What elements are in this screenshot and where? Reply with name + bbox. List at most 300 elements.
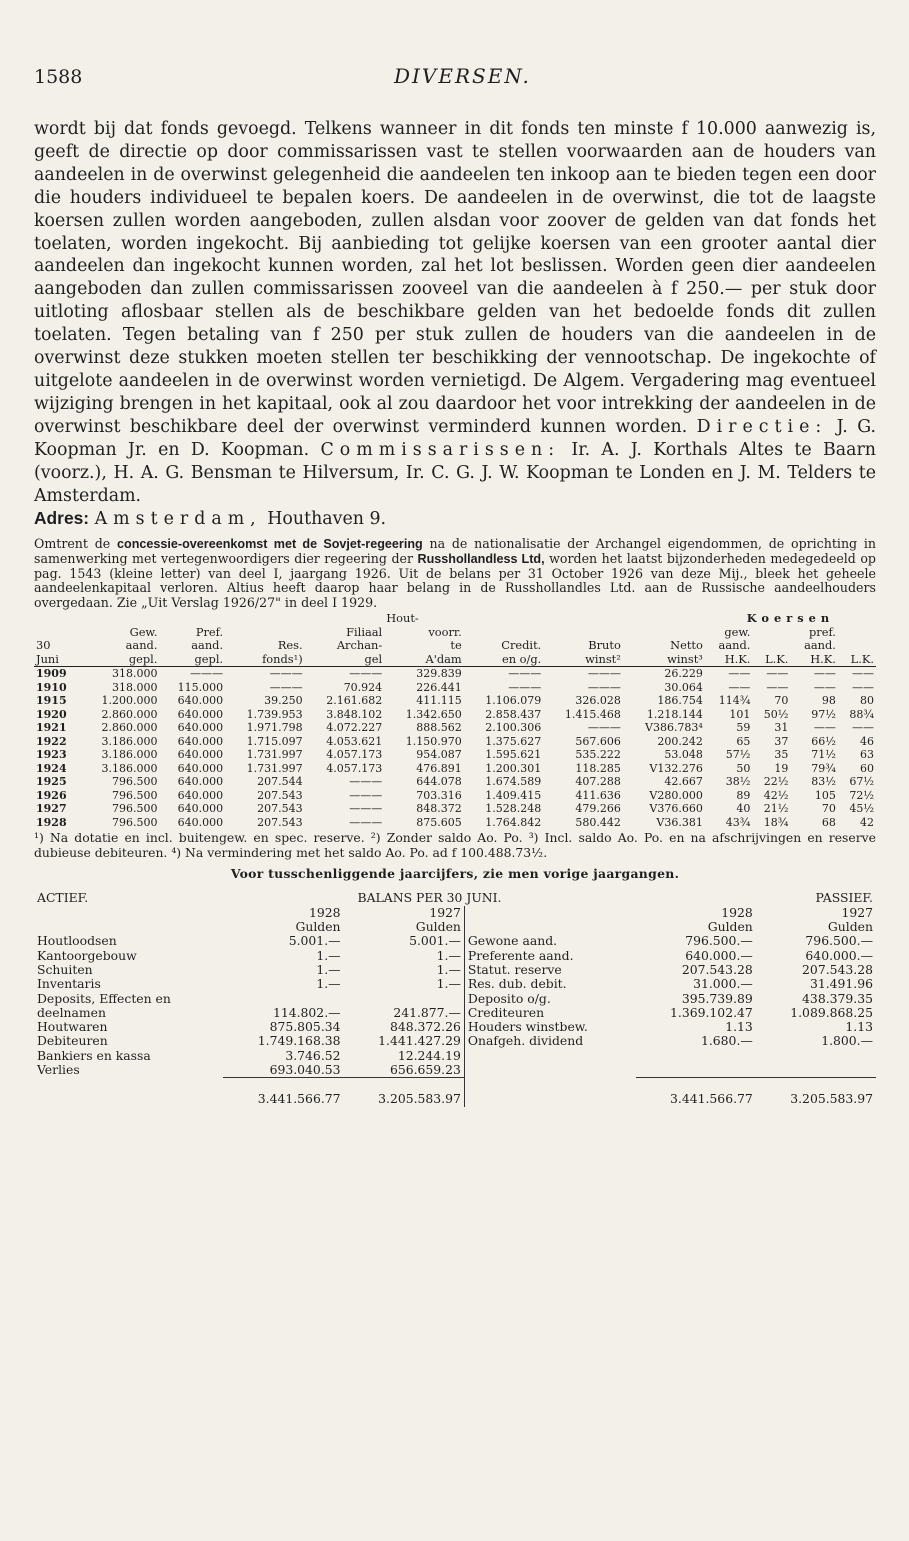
value-cell: 954.087 [416, 748, 462, 762]
actief-item-label: Debiteuren [37, 1033, 108, 1049]
directie-label: Directie: [696, 416, 828, 437]
value-cell: 318.000 [111, 667, 158, 681]
table-row [34, 802, 876, 816]
value-cell: 318.000 [111, 680, 158, 694]
passief-item-1928: 395.739.89 [681, 990, 753, 1006]
value-cell: 1.150.970 [405, 734, 462, 748]
fin-header-cell: Gew. [129, 624, 158, 639]
value-cell: 2.860.000 [101, 721, 158, 735]
passief-item-label: Onafgeh. dividend [464, 1034, 635, 1048]
value-cell: ——— [587, 667, 621, 681]
value-cell: 114¾ [718, 694, 751, 708]
balance-title-row [34, 891, 876, 905]
notice-bold-1: concessie-overeenkomst met de Sovjet-regeering [117, 537, 423, 552]
actief-total-1928: 3.441.566.77 [223, 1078, 343, 1107]
table-row [34, 816, 876, 830]
fin-header-cell: H.K. [705, 653, 753, 667]
fin-header-cell [80, 612, 160, 626]
balance-title: BALANS PER 30 JUNI. [357, 890, 502, 906]
passief-item-label: Deposito o/g. [464, 992, 635, 1006]
spacer [636, 1049, 756, 1063]
fin-header-cell [159, 612, 225, 626]
value-cell: 1.375.627 [485, 734, 542, 748]
fin-header-cell [752, 639, 790, 653]
spacer [464, 1078, 635, 1107]
fin-header-cell: voorr. [428, 624, 462, 639]
actief-item-label: Schuiten [37, 961, 93, 977]
notice-bold-2: Russhollandless Ltd, [417, 551, 545, 566]
balance-row [34, 1063, 876, 1078]
value-cell: 796.500 [111, 775, 158, 789]
value-cell: 118.285 [575, 761, 621, 775]
actief-item-1927: 12.244.19 [397, 1047, 461, 1063]
value-cell: ——— [508, 680, 542, 694]
actief-item-label: Houtloodsen [37, 933, 117, 949]
value-cell: 644.078 [416, 775, 462, 789]
value-cell: 535.222 [575, 748, 621, 762]
table-row [34, 681, 876, 695]
value-cell: ——— [587, 680, 621, 694]
value-cell: 186.754 [657, 694, 703, 708]
value-cell: 4.057.173 [326, 748, 383, 762]
value-cell: 31 [774, 721, 789, 735]
adres-label: Adres: [34, 508, 90, 529]
value-cell: 329.839 [416, 667, 462, 681]
actief-item-1928: 1.— [316, 961, 341, 977]
fin-header-row [34, 626, 876, 640]
fin-header-cell: te [450, 638, 462, 653]
value-cell: 71½ [811, 748, 836, 762]
value-cell: 640.000 [177, 694, 224, 708]
value-cell: 796.500 [111, 815, 158, 829]
fin-header-row [34, 639, 876, 653]
value-cell: 1.409.415 [485, 788, 542, 802]
value-cell: 1.971.798 [246, 721, 303, 735]
spacer [636, 1063, 756, 1078]
spacer [464, 920, 635, 934]
table-row [34, 694, 876, 708]
fin-header-cell: Netto [670, 638, 703, 653]
value-cell: —— [852, 680, 874, 694]
value-cell: V376.660 [649, 802, 703, 816]
value-cell: 1.764.842 [485, 815, 542, 829]
value-cell: —— [813, 721, 836, 735]
actief-total-1927: 3.205.583.97 [344, 1078, 465, 1107]
balance-row [34, 1049, 876, 1063]
fin-header-cell [305, 612, 385, 626]
body-text [34, 118, 876, 531]
value-cell: ——— [349, 815, 383, 829]
actief-item-1928: 3.746.52 [285, 1047, 341, 1063]
actief-item-1927: 1.— [436, 976, 461, 992]
value-cell: 411.636 [575, 788, 621, 802]
value-cell: —— [852, 721, 874, 735]
value-cell: —— [813, 680, 836, 694]
passief-item-1927: 640.000.— [805, 947, 873, 963]
actief-item-1928: 1.— [316, 976, 341, 992]
value-cell: 30.064 [664, 680, 703, 694]
value-cell: 640.000 [177, 788, 224, 802]
value-cell: 640.000 [177, 815, 224, 829]
actief-item-label: Houtwaren [37, 1019, 108, 1035]
value-cell: —— [813, 667, 836, 681]
value-cell: 796.500 [111, 802, 158, 816]
value-cell: 115.000 [177, 680, 224, 694]
value-cell: 3.186.000 [101, 748, 158, 762]
value-cell: 70 [774, 694, 789, 708]
spacer [756, 1063, 876, 1078]
fin-header-cell [543, 612, 623, 626]
passief-item-label: Gewone aand. [464, 934, 635, 948]
commissarissen-text: Ir. A. J. Korthals Altes te Baarn (voorz.), H. A. G. Bensman te Hilversum, Ir. C. G. J. W. Koopman te Londen en J. M. Telders te Amsterdam. [34, 439, 877, 506]
passief-label: PASSIEF. [815, 890, 873, 906]
fin-header-cell: aand. [191, 638, 224, 653]
table-row [34, 721, 876, 735]
balance-row [34, 992, 876, 1006]
year-cell: 1924 [36, 761, 67, 775]
spacer [34, 906, 223, 920]
value-cell: V36.381 [656, 815, 703, 829]
value-cell: 60 [860, 761, 874, 775]
fin-header-cell [543, 626, 623, 640]
running-title: DIVERSEN. [394, 64, 531, 88]
value-cell: 46 [860, 734, 874, 748]
value-cell: 703.316 [416, 788, 462, 802]
value-cell: ——— [349, 788, 383, 802]
value-cell: 42½ [763, 788, 789, 802]
value-cell: 40 [736, 802, 751, 816]
fin-header-cell: Hout- [386, 611, 419, 626]
actief-item-1927: 848.372.26 [389, 1019, 461, 1035]
value-cell: ——— [190, 667, 224, 681]
adres-line [34, 507, 876, 531]
passief-item-1927: 31.491.96 [809, 976, 873, 992]
value-cell: 476.891 [416, 761, 462, 775]
balance-row [34, 1020, 876, 1034]
main-text: wordt bij dat fonds gevoegd. Telkens wanneer in dit fonds ten minste f 10.000 aanwezig is, geeft de directie op door commissarissen vast te stellen voorwaarden aan de houders van aandeelen in de overwinst gelegenheid die aandeelen ten inkoop aan te bieden tegen een door die houders individueel te bepalen koers. De aandeelen in de overwinst, die tot de laagste koersen zullen worden aangeboden, zullen alsdan voor zoover de gelden van dat fonds het toelaten, worden ingekocht. Bij aanbieding tot gelijke koersen van een grooter aantal dier aandeelen dan ingekocht kunnen worden, zal het lot beslissen. Worden geen dier aandeelen aangeboden dan zullen commissarissen zooveel van die aandeelen à f 250.— per stuk door uitloting aflosbaar stellen als de beschikbare gelden van het bedoelde fonds dit zullen toelaten. Tegen betaling van f 250 per stuk zullen de houders van die aandeelen in de overwinst deze stukken moeten stellen ter beschikking der vennootschap. De ingekochte of uitgelote aandeelen in de overwinst worden vernietigd. De Algem. Vergadering mag eventueel wijziging brengen in het kapitaal, ook al zou daardoor het voor intrekking der aandeelen in de overwinst beschikbare deel der overwinst verminderd kunnen worden. [34, 119, 876, 437]
value-cell: 207.543 [257, 788, 303, 802]
fin-header-cell: aand. [804, 638, 836, 653]
notice-text-1: Omtrent de [34, 536, 117, 552]
notice-text-3: worden het laatst bijzonderheden medegedeeld op pag. 1543 (kleine letter) van deel I, jaargang 1926. Uit de belans per 31 October 1926 van deze Mij., bleek het geheele aandeelenkapitaal verloren. Altius heeft daarop haar belang in de Russhollandles Ltd. aan de Russische aandeelhouders overgedaan. Zie „Uit Verslag 1926/27" in deel I 1929. [34, 550, 876, 610]
fin-header-cell: gepl. [159, 653, 225, 667]
year-1927-actief: 1927 [429, 904, 461, 920]
fin-header-cell: en o/g. [464, 653, 544, 667]
value-cell: —— [766, 667, 789, 681]
passief-item-label: Preferente aand. [464, 949, 635, 963]
value-cell: 89 [736, 788, 751, 802]
value-cell: 59 [736, 721, 751, 735]
value-cell: 42.667 [664, 775, 703, 789]
value-cell: 4.072.227 [326, 721, 383, 735]
value-cell: 2.161.682 [326, 694, 383, 708]
passief-item-1928: 207.543.28 [681, 961, 753, 977]
value-cell: 875.605 [416, 815, 462, 829]
balance-sheet [34, 891, 876, 1106]
value-cell: 1.595.621 [485, 748, 542, 762]
actief-item-1927 [344, 992, 465, 1006]
actief-item-1928 [223, 992, 343, 1006]
value-cell: 2.100.306 [485, 721, 542, 735]
table-row [34, 748, 876, 762]
passief-item-label: Crediteuren [464, 1006, 635, 1020]
actief-item-1928: 1.— [316, 947, 341, 963]
table-row [34, 762, 876, 776]
value-cell: 45½ [849, 802, 874, 816]
fin-header-cell: winst³ [623, 653, 705, 667]
table-row [34, 708, 876, 722]
value-cell: 50½ [763, 707, 789, 721]
passief-item-1927: 1.800.— [821, 1033, 873, 1049]
value-cell: 39.250 [264, 694, 303, 708]
fin-header-cell [225, 612, 305, 626]
fin-header-cell: Credit. [501, 638, 542, 653]
value-cell: ——— [349, 802, 383, 816]
value-cell: —— [728, 680, 751, 694]
passief-item-1928: 31.000.— [693, 976, 753, 992]
passief-item-1928: 1.13 [725, 1019, 753, 1035]
value-cell: ——— [269, 667, 303, 681]
value-cell: 37 [774, 734, 789, 748]
fin-header-cell [623, 626, 705, 640]
actief-item-1927: 5.001.— [409, 933, 461, 949]
fin-header-row [34, 653, 876, 667]
page-number: 1588 [34, 66, 83, 88]
value-cell: 1.731.997 [246, 761, 303, 775]
passief-item-1928: 796.500.— [685, 933, 753, 949]
value-cell: 2.858.437 [485, 707, 542, 721]
fin-header-cell: Pref. [195, 624, 224, 639]
year-cell: 1915 [36, 694, 67, 708]
actief-item-1927: 1.— [436, 961, 461, 977]
passief-total-1927: 3.205.583.97 [756, 1078, 876, 1107]
actief-item-label: Inventaris [37, 976, 101, 992]
value-cell: 640.000 [177, 721, 224, 735]
fin-header-cell [34, 612, 80, 626]
value-cell: 3.186.000 [101, 761, 158, 775]
actief-item-label: deelnamen [37, 1004, 106, 1020]
value-cell: 42 [860, 815, 874, 829]
fin-header-cell [838, 626, 876, 640]
value-cell: 18¾ [763, 815, 789, 829]
value-cell: 796.500 [111, 788, 158, 802]
value-cell: 80 [860, 694, 874, 708]
value-cell: 53.048 [664, 748, 703, 762]
passief-item-label: Res. dub. debit. [464, 977, 635, 991]
fin-header-cell [225, 626, 305, 640]
fin-header-cell: L.K. [752, 653, 790, 667]
sovjet-notice [34, 537, 876, 610]
value-cell: 207.544 [257, 775, 303, 789]
actief-item-1927: 656.659.23 [389, 1062, 461, 1078]
passief-item-1927: 1.13 [845, 1019, 873, 1035]
value-cell: 326.028 [575, 694, 621, 708]
actief-item-1928: 1.749.168.38 [257, 1033, 341, 1049]
fin-header-cell: Koersen [746, 611, 835, 626]
value-cell: 567.606 [575, 734, 621, 748]
value-cell: 580.442 [575, 815, 621, 829]
fin-header-cell [34, 626, 80, 640]
value-cell: 22½ [763, 775, 789, 789]
balance-row [34, 934, 876, 948]
value-cell: 200.242 [657, 734, 703, 748]
table-row [34, 667, 876, 681]
value-cell: 411.115 [416, 694, 462, 708]
balance-row [34, 1006, 876, 1020]
value-cell: 479.266 [575, 802, 621, 816]
fin-header-cell: gel [305, 653, 385, 667]
year-1928-passief: 1928 [721, 904, 753, 920]
value-cell: 70 [821, 802, 836, 816]
value-cell: 640.000 [177, 775, 224, 789]
value-cell: 3.186.000 [101, 734, 158, 748]
value-cell: 1.731.997 [246, 748, 303, 762]
value-cell: 50 [736, 761, 751, 775]
value-cell: 21½ [763, 802, 789, 816]
actief-item-1928: 5.001.— [288, 933, 341, 949]
fin-header-cell: winst² [543, 653, 623, 667]
fin-header-cell: H.K. [790, 653, 838, 667]
fin-header-cell [752, 626, 790, 640]
value-cell: 226.441 [416, 680, 462, 694]
balance-row [34, 949, 876, 963]
value-cell: 640.000 [177, 748, 224, 762]
value-cell: 101 [729, 707, 751, 721]
passief-item-label: Statut. reserve [464, 963, 635, 977]
fin-header-cell: Bruto [588, 638, 621, 653]
actief-item-1928: 114.802.— [272, 1004, 341, 1020]
value-cell: —— [766, 680, 789, 694]
value-cell: 98 [821, 694, 836, 708]
value-cell: 26.229 [664, 667, 703, 681]
fin-header-cell: Juni [34, 653, 80, 667]
value-cell: 640.000 [177, 761, 224, 775]
passief-total-1928: 3.441.566.77 [636, 1078, 756, 1107]
actief-item-label: Kantoorgebouw [37, 947, 137, 963]
value-cell: 640.000 [177, 707, 224, 721]
spacer [756, 1049, 876, 1063]
balance-total-row [34, 1078, 876, 1107]
value-cell: 3.848.102 [326, 707, 383, 721]
value-cell: 207.543 [257, 802, 303, 816]
value-cell: V132.276 [649, 761, 703, 775]
value-cell: 1.415.468 [564, 707, 621, 721]
value-cell: 1.218.144 [646, 707, 703, 721]
year-cell: 1922 [36, 734, 67, 748]
value-cell: 1.739.953 [246, 707, 303, 721]
spacer [464, 906, 635, 920]
value-cell: ——— [508, 667, 542, 681]
tussen-note: Voor tusschenliggende jaarcijfers, zie men vorige jaargangen. [230, 866, 680, 882]
value-cell: V386.783⁴ [645, 721, 703, 735]
value-cell: 88¾ [849, 707, 874, 721]
notice-text-2: na de nationalisatie der Archangel eigendommen, de oprichting in samenwerking met vertegenwoordigers dier regeering der [34, 536, 877, 566]
year-cell: 1928 [36, 815, 67, 829]
actief-item-label: Deposits, Effecten en [37, 990, 171, 1006]
value-cell: 1.200.301 [485, 761, 542, 775]
page-header [34, 64, 876, 98]
value-cell: 72½ [849, 788, 874, 802]
unit-actief-1928: Gulden [295, 919, 341, 935]
actief-item-1927: 241.877.— [393, 1004, 461, 1020]
balance-row [34, 1034, 876, 1048]
value-cell: 79¾ [811, 761, 836, 775]
table-row [34, 789, 876, 803]
year-cell: 1920 [36, 707, 67, 721]
fin-header-cell: gew. [724, 624, 751, 639]
value-cell: 66½ [811, 734, 836, 748]
value-cell: ——— [269, 680, 303, 694]
fin-header-cell: Filiaal [346, 624, 383, 639]
value-cell: 1.528.248 [485, 802, 542, 816]
fin-header-cell [464, 626, 544, 640]
value-cell: 70.924 [343, 680, 383, 694]
value-cell: 83½ [811, 775, 836, 789]
actief-item-label: Bankiers en kassa [37, 1047, 151, 1063]
passief-item-1927: 438.379.35 [802, 990, 873, 1006]
value-cell: 35 [774, 748, 789, 762]
fin-header-cell: pref. [809, 624, 836, 639]
actief-item-1927: 1.441.427.29 [378, 1033, 461, 1049]
year-cell: 1921 [36, 721, 67, 735]
value-cell: 105 [814, 788, 836, 802]
body-paragraph [34, 118, 876, 507]
commissarissen-label: Commissarissen: [320, 439, 561, 460]
fin-header-cell: fonds¹) [225, 653, 305, 667]
value-cell: 65 [736, 734, 751, 748]
adres-street: Houthaven 9. [267, 509, 387, 530]
page [34, 64, 876, 1107]
value-cell: 640.000 [177, 802, 224, 816]
value-cell: 888.562 [416, 721, 462, 735]
year-cell: 1925 [36, 775, 67, 789]
value-cell: 1.106.079 [485, 694, 542, 708]
value-cell: ——— [349, 775, 383, 789]
value-cell: 2.860.000 [101, 707, 158, 721]
fin-header-cell: A'dam [384, 653, 464, 667]
actief-label: ACTIEF. [37, 890, 89, 906]
fin-header-cell [838, 639, 876, 653]
passief-item-1927: 207.543.28 [802, 961, 873, 977]
passief-item-1927: 1.089.868.25 [790, 1004, 873, 1020]
value-cell: 68 [821, 815, 836, 829]
fin-header-cell: Archan- [336, 638, 383, 653]
value-cell: 1.342.650 [405, 707, 462, 721]
fin-header-cell: aand. [718, 638, 751, 653]
value-cell: 4.053.621 [326, 734, 383, 748]
value-cell: 207.543 [257, 815, 303, 829]
balance-row [34, 977, 876, 991]
value-cell: 43¾ [725, 815, 751, 829]
value-cell: 1.674.589 [485, 775, 542, 789]
spacer [34, 920, 223, 934]
value-cell: ——— [349, 667, 383, 681]
passief-item-label: Houders winstbew. [464, 1020, 635, 1034]
spacer [34, 1078, 223, 1107]
fin-header-cell [464, 612, 544, 626]
unit-passief-1927: Gulden [827, 919, 873, 935]
value-cell: 67½ [849, 775, 874, 789]
year-cell: 1923 [36, 748, 67, 762]
actief-item-1928: 693.040.53 [269, 1062, 341, 1078]
value-cell: 19 [774, 761, 789, 775]
fin-header-cell: aand. [125, 638, 158, 653]
value-cell: 848.372 [416, 802, 462, 816]
actief-item-1927: 1.— [436, 947, 461, 963]
value-cell: 407.288 [575, 775, 621, 789]
fin-header-cell: gepl. [80, 653, 160, 667]
fin-header-cell: L.K. [838, 653, 876, 667]
